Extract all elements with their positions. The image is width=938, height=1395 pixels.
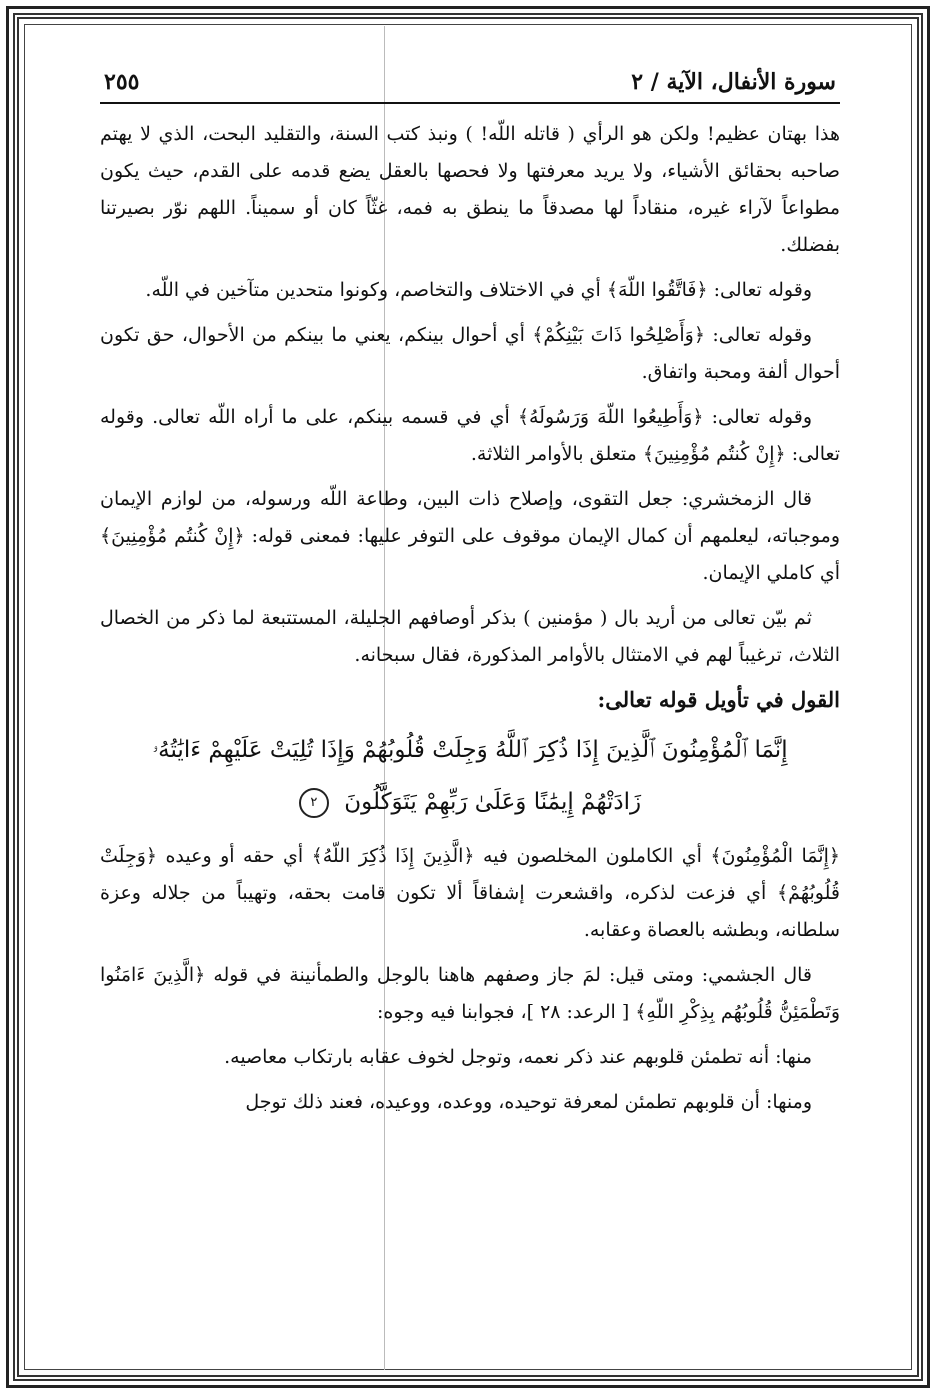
paragraph: ومنها: أن قلوبهم تطمئن لمعرفة توحيده، ووعده، ووعيده، فعند ذلك توجل	[245, 1091, 812, 1113]
quran-verse	[100, 724, 840, 828]
paragraph: قال الجشمي: ومتى قيل: لمَ جاز وصفهم هاهنا بالوجل والطمأنينة في قوله ﴿الَّذِينَ ءَامَنُوا وَتَطْمَئِنُّ قُلُوبُهُم بِذِكْرِ اللّهِ﴾ [ الرعد: ٢٨ ]، فجوابنا فيه وجوه:	[100, 964, 840, 1023]
paragraph: قال الزمخشري: جعل التقوى، وإصلاح ذات البين، وطاعة اللّه ورسوله، من لوازم الإيمان وموجباته، ليعلمهم أن كمال الإيمان موقوف على التوفر عليها: فمعنى قوله: ﴿إِنْ كُنتُم مُؤْمِنِينَ﴾ أي كاملي الإيمان.	[100, 488, 840, 584]
paragraph: ﴿إِنَّمَا الْمُؤْمِنُونَ﴾ أي الكاملون المخلصون فيه ﴿الَّذِينَ إِذَا ذُكِرَ اللّهُ﴾ أي حقه أو وعيده ﴿وَجِلَتْ قُلُوبُهُمْ﴾ أي فزعت لذكره، واقشعرت إشفاقاً ألا تكون قامت بحقه، وتهيباً من جلاله وعزة سلطانه، وبطشه بالعصاة وعقابه.	[100, 845, 840, 941]
verse-number-marker: ٢	[299, 788, 329, 818]
paragraph: وقوله تعالى: ﴿فَاتَّقُوا اللّهَ﴾ أي في الاختلاف والتخاصم، وكونوا متحدين متآخين في اللّه.	[145, 279, 812, 301]
paragraph: وقوله تعالى: ﴿وَأَطِيعُوا اللّهَ وَرَسُولَهُ﴾ أي في قسمه بينكم، على ما أراه اللّه تعالى. وقوله تعالى: ﴿إِنْ كُنتُم مُؤْمِنِينَ﴾ متعلق بالأوامر الثلاثة.	[100, 406, 840, 465]
verse-line-2	[100, 776, 840, 828]
paragraph: ثم بيّن تعالى من أريد بال ( مؤمنين ) بذكر أوصافهم الجليلة، المستتبعة لما ذكر من الخصال الثلاث، ترغيباً لهم في الامتثال بالأوامر المذكورة، فقال سبحانه.	[100, 607, 840, 666]
header-title: سورة الأنفال، الآية / ٢	[631, 69, 836, 95]
section-heading: القول في تأويل قوله تعالى:	[597, 687, 840, 712]
paragraph: وقوله تعالى: ﴿وَأَصْلِحُوا ذَاتَ بَيْنِكُمْ﴾ أي أحوال بينكم، يعني ما بينكم من الأحوال، حق تكون أحوال ألفة ومحبة واتفاق.	[100, 324, 840, 383]
running-header	[100, 62, 840, 104]
paragraph: منها: أنه تطمئن قلوبهم عند ذكر نعمه، وتوجل لخوف عقابه بارتكاب معاصيه.	[224, 1046, 812, 1068]
book-page	[100, 62, 840, 1312]
verse-line-2-text: زَادَتْهُمْ إِيمَٰنًا وَعَلَىٰ رَبِّهِمْ يَتَوَكَّلُونَ	[344, 789, 642, 815]
page-body	[100, 104, 840, 1121]
verse-line-1: إِنَّمَا ٱلْمُؤْمِنُونَ ٱلَّذِينَ إِذَا ذُكِرَ ٱللَّهُ وَجِلَتْ قُلُوبُهُمْ وَإِذَا تُلِيَتْ عَلَيْهِمْ ءَايَٰتُهُۥ	[152, 737, 788, 763]
page-number: ٢٥٥	[104, 69, 140, 95]
paragraph: هذا بهتان عظيم! ولكن هو الرأي ( قاتله اللّه! ) ونبذ كتب السنة، والتقليد البحت، الذي لا يهتم صاحبه بحقائق الأشياء، ولا يريد معرفتها ولا فحصها بالعقل يضع قدمه على القدم، حيث يكون مطواعاً لآراء غيره، منقاداً لها مصدقاً ما ينطق به فمه، غثّاً كان أو سميناً. اللهم نوّر بصيرتنا بفضلك.	[100, 123, 840, 256]
